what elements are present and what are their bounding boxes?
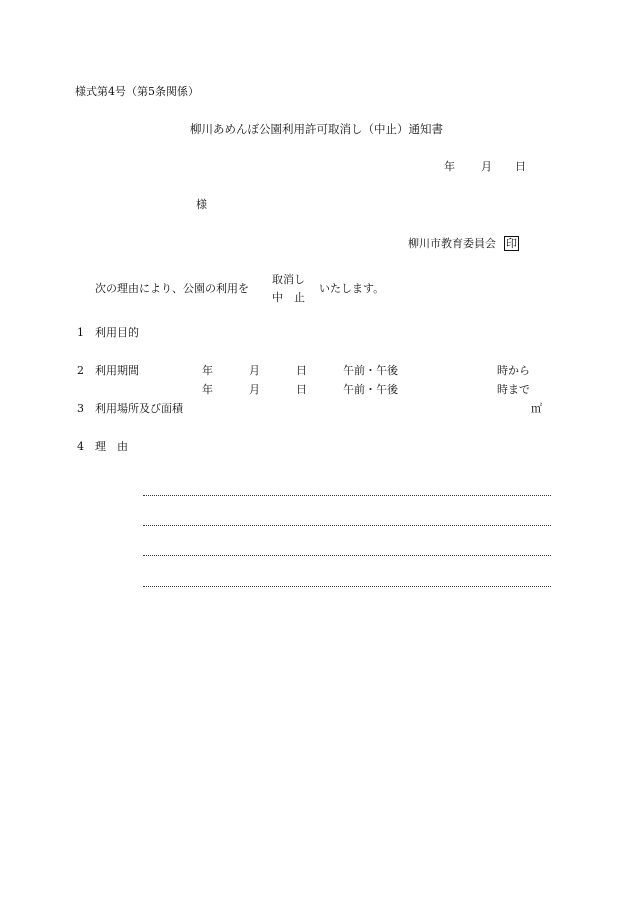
reason-dotted-line: [143, 586, 551, 587]
period-end-day: 日: [296, 383, 307, 396]
notice-option-suspend: 中 止: [272, 291, 305, 304]
date-month-label: 月: [481, 160, 492, 173]
form-number: 様式第4号（第5条関係）: [75, 85, 199, 98]
seal-mark: 印: [506, 237, 517, 250]
reason-dotted-line: [143, 495, 551, 496]
notice-prefix: 次の理由により、公園の利用を: [95, 282, 249, 295]
period-end-ampm: 午前・午後: [343, 383, 398, 396]
addressee-suffix: 様: [196, 198, 207, 211]
period-end-month: 月: [249, 383, 260, 396]
item-number: 2: [77, 364, 84, 377]
reason-dotted-line: [143, 525, 551, 526]
item-label: 利用場所及び面積: [95, 402, 183, 415]
period-start-ampm: 午前・午後: [343, 364, 398, 377]
item-label: 理 由: [95, 440, 128, 453]
notice-option-cancel: 取消し: [272, 273, 305, 286]
date-year-label: 年: [444, 160, 455, 173]
notice-suffix: いたします。: [319, 282, 385, 295]
item-number: 1: [77, 326, 84, 339]
item-label: 利用期間: [95, 364, 139, 377]
date-day-label: 日: [515, 160, 526, 173]
document-title: 柳川あめんぼ公園利用許可取消し（中止）通知書: [190, 122, 443, 136]
item-number: 3: [77, 402, 84, 415]
reason-dotted-line: [143, 555, 551, 556]
item-number: 4: [77, 440, 84, 453]
period-start-year: 年: [202, 364, 213, 377]
period-start-day: 日: [296, 364, 307, 377]
period-end-hour: 時まで: [497, 383, 530, 396]
period-start-hour: 時から: [497, 364, 530, 377]
period-end-year: 年: [202, 383, 213, 396]
area-unit: ㎡: [531, 402, 542, 415]
issuer-name: 柳川市教育委員会: [408, 237, 496, 250]
item-label: 利用目的: [95, 326, 139, 339]
period-start-month: 月: [249, 364, 260, 377]
issuer-block: [408, 236, 519, 251]
